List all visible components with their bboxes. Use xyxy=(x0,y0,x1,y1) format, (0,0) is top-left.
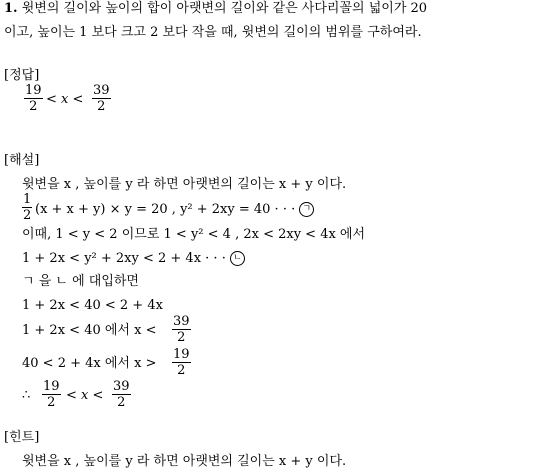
solution-line-2-text: (x + x + y) × y = 20 , y² + 2xy = 40 · · · xyxy=(35,202,296,217)
solution-line-5: ㄱ 을 ㄴ 에 대입하면 xyxy=(22,274,139,289)
problem-line-1 xyxy=(4,1,427,17)
answer-inequality: < x < xyxy=(46,92,84,107)
solution-line-9-fraction-right: $\frac{39}{2}$ xyxy=(113,379,130,410)
solution-line-7: 1 + 2x < 40 에서 x < xyxy=(22,323,157,338)
answer-fraction-right: $\frac{39}{2}$ xyxy=(93,83,110,114)
solution-line-8-fraction: $\frac{19}{2}$ xyxy=(173,347,190,378)
hint-text: 윗변을 x , 높이를 y 라 하면 아랫변의 길이는 x + y 이다. xyxy=(22,454,347,469)
solution-line-4-text: 1 + 2x < y² + 2xy < 2 + 4x · · · xyxy=(22,251,226,266)
hint-heading: [힌트] xyxy=(4,430,40,445)
solution-line-9-fraction-left: $\frac{19}{2}$ xyxy=(43,379,60,410)
solution-heading: [해설] xyxy=(4,153,40,168)
solution-line-4 xyxy=(22,251,245,267)
circled-label-a: ㄱ xyxy=(299,202,314,217)
answer-fraction-left: $\frac{19}{2}$ xyxy=(25,83,42,114)
circled-label-b: ㄴ xyxy=(230,251,245,266)
solution-line-7-fraction: $\frac{39}{2}$ xyxy=(173,314,190,345)
problem-text-1: 윗변의 길이와 높이의 합이 아랫변의 길이와 같은 사다리꼴의 넓이가 20 xyxy=(21,1,428,16)
solution-line-2 xyxy=(35,202,314,218)
solution-line-8: 40 < 2 + 4x 에서 x > xyxy=(22,356,157,371)
solution-line-6: 1 + 2x < 40 < 2 + 4x xyxy=(22,298,163,313)
solution-line-1: 윗변을 x , 높이를 y 라 하면 아랫변의 길이는 x + y 이다. xyxy=(22,177,347,192)
solution-line-3: 이때, 1 < y < 2 이므로 1 < y² < 4 , 2x < 2xy < 4x 에서 xyxy=(22,227,366,242)
answer-heading: [정답] xyxy=(4,68,40,83)
problem-number: 1. xyxy=(4,1,18,16)
problem-text-2: 이고, 높이는 1 보다 크고 2 보다 작을 때, 윗변의 길이의 범위를 구하여라. xyxy=(4,25,422,40)
solution-line-9-inequality: < x < xyxy=(66,388,104,403)
solution-line-2-fraction: $\frac{1}{2}$ xyxy=(23,192,32,223)
therefore-symbol: ∴ xyxy=(22,388,31,403)
